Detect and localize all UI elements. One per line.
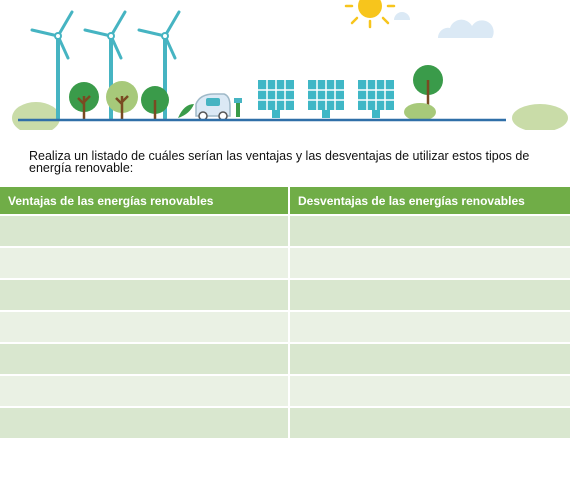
desventaja-cell[interactable] (289, 343, 570, 375)
cloud-icon (438, 20, 494, 38)
pros-cons-table (0, 187, 570, 438)
table-row (0, 343, 570, 375)
table-row (0, 279, 570, 311)
ventaja-cell[interactable] (0, 407, 289, 438)
desventaja-cell[interactable] (289, 407, 570, 438)
desventaja-cell[interactable] (289, 247, 570, 279)
table-header-row (0, 187, 570, 215)
renewable-energy-illustration (0, 0, 570, 130)
ventaja-cell[interactable] (0, 215, 289, 247)
ventaja-cell[interactable] (0, 279, 289, 311)
ventaja-cell[interactable] (0, 375, 289, 407)
sun-icon (346, 0, 394, 27)
table-row (0, 311, 570, 343)
ventaja-cell[interactable] (0, 311, 289, 343)
table-row (0, 215, 570, 247)
desventaja-cell[interactable] (289, 311, 570, 343)
electric-car-icon (196, 94, 242, 120)
table-row (0, 375, 570, 407)
header-desventajas: Desventajas de las energías renovables (289, 187, 570, 215)
desventaja-cell[interactable] (289, 279, 570, 311)
ventaja-cell[interactable] (0, 247, 289, 279)
tree-icon (69, 82, 99, 120)
table-row (0, 407, 570, 438)
header-ventajas: Ventajas de las energías renovables (0, 187, 289, 215)
desventaja-cell[interactable] (289, 215, 570, 247)
instruction-text: Realiza un listado de cuáles serían las ventajas y las desventajas de utilizar estos tipos de energía renovable: (29, 149, 530, 175)
ventaja-cell[interactable] (0, 343, 289, 375)
table-row (0, 247, 570, 279)
desventaja-cell[interactable] (289, 375, 570, 407)
cloud-icon (394, 12, 410, 20)
